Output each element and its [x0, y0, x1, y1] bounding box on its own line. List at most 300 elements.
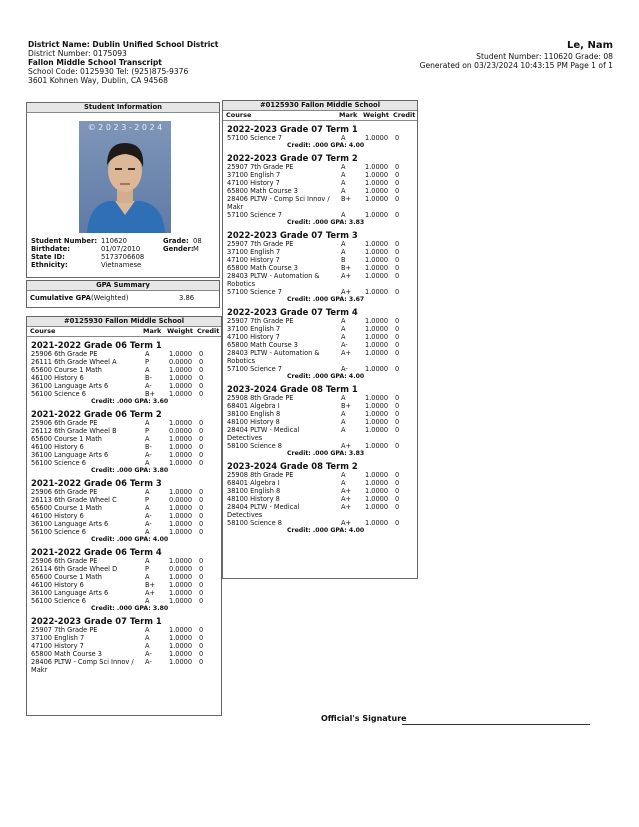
course-credit: 0: [199, 382, 204, 390]
state-id-value: 5173706608: [101, 253, 145, 261]
course-row: [27, 366, 221, 374]
term-block: [27, 409, 221, 475]
course-name: 56100 Science 6: [31, 459, 86, 467]
course-mark: A: [341, 134, 346, 142]
course-mark: A: [341, 187, 346, 195]
term-block: [223, 307, 417, 381]
school-panel-title: #0125930 Fallon Middle School: [27, 317, 221, 327]
course-name: 36100 Language Arts 6: [31, 589, 109, 597]
term-block: [223, 461, 417, 535]
course-credit: 0: [199, 634, 204, 642]
course-weight: 1.0000: [365, 442, 389, 450]
course-row: [27, 642, 221, 650]
student-number-grade: Student Number: 110620 Grade: 08: [476, 52, 613, 61]
course-row: [223, 171, 417, 179]
cumulative-gpa-label: Cumulative GPA: [30, 294, 91, 302]
course-row: [223, 317, 417, 325]
course-credit: 0: [395, 349, 400, 357]
course-name-continued: Robotics: [227, 280, 256, 288]
course-mark: A: [341, 248, 346, 256]
course-row: [223, 394, 417, 402]
cumulative-gpa-value: 3.86: [179, 294, 195, 302]
course-row: [223, 240, 417, 248]
term-title: 2022-2023 Grade 07 Term 3: [227, 230, 358, 240]
course-credit: 0: [199, 366, 204, 374]
course-row: [27, 390, 221, 398]
term-summary: [223, 450, 417, 458]
course-row: [223, 163, 417, 171]
term-summary: [223, 527, 417, 535]
term-summary: [223, 219, 417, 227]
course-mark: A-: [145, 512, 152, 520]
course-credit: 0: [395, 171, 400, 179]
student-number-label: Student Number:: [31, 237, 98, 245]
course-mark: B+: [145, 581, 156, 589]
course-history-panel-right: [222, 100, 418, 579]
district-name: District Name: Dublin Unified School District: [28, 40, 219, 49]
course-weight: 1.0000: [365, 272, 389, 280]
course-mark: A-: [145, 382, 152, 390]
course-weight: 1.0000: [365, 487, 389, 495]
course-mark: B-: [145, 374, 152, 382]
course-credit: 0: [199, 626, 204, 634]
course-name: 25908 8th Grade PE: [227, 394, 294, 402]
course-row: [223, 179, 417, 187]
course-row: [223, 479, 417, 487]
course-weight: 1.0000: [169, 581, 193, 589]
course-weight: 1.0000: [365, 256, 389, 264]
course-mark: A: [145, 419, 150, 427]
course-weight: 1.0000: [169, 374, 193, 382]
course-credit: 0: [199, 581, 204, 589]
course-credit: 0: [199, 573, 204, 581]
course-mark: B-: [145, 443, 152, 451]
course-name: 47100 History 7: [31, 642, 84, 650]
credit-header: Credit: [197, 327, 220, 335]
school-address: 3601 Kohnen Way, Dublin, CA 94568: [28, 76, 168, 85]
course-name: 56100 Science 6: [31, 597, 86, 605]
course-credit: 0: [395, 317, 400, 325]
course-name: 57100 Science 7: [227, 211, 282, 219]
course-weight: 1.0000: [169, 557, 193, 565]
mark-header: Mark: [143, 327, 162, 335]
term-credit-gpa: Credit: .000 GPA: 3.60: [91, 398, 169, 405]
course-mark: A-: [145, 658, 152, 666]
course-weight: 1.0000: [169, 350, 193, 358]
course-row: [27, 374, 221, 382]
course-mark: A: [145, 366, 150, 374]
course-mark: A: [145, 557, 150, 565]
course-name: 26113 6th Grade Wheel C: [31, 496, 117, 504]
course-row: [223, 256, 417, 264]
gender-value: M: [193, 245, 199, 253]
term-credit-gpa: Credit: .000 GPA: 4.00: [287, 527, 365, 534]
course-name: 28404 PLTW - Medical: [227, 503, 300, 511]
birthdate-value: 01/07/2010: [101, 245, 141, 253]
student-details: [31, 237, 217, 269]
term-block: [223, 384, 417, 458]
course-mark: A: [341, 325, 346, 333]
course-header: Course: [226, 111, 252, 119]
course-weight: 1.0000: [365, 410, 389, 418]
term-summary: [223, 296, 417, 304]
course-weight: 1.0000: [169, 382, 193, 390]
course-name: 26111 6th Grade Wheel A: [31, 358, 117, 366]
course-credit: 0: [395, 163, 400, 171]
course-name: 38100 English 8: [227, 487, 281, 495]
course-row: [223, 195, 417, 211]
course-mark: A: [341, 163, 346, 171]
course-history-panel-left: [26, 316, 222, 716]
term-block: [223, 230, 417, 304]
ethnicity-label: Ethnicity:: [31, 261, 68, 269]
course-row: [27, 565, 221, 573]
course-name: 28404 PLTW - Medical: [227, 426, 300, 434]
student-information-title: Student Information: [27, 103, 219, 113]
course-mark: A-: [145, 451, 152, 459]
term-title: 2022-2023 Grade 07 Term 1: [227, 124, 358, 134]
credit-header: Credit: [393, 111, 416, 119]
course-weight: 1.0000: [365, 211, 389, 219]
course-name-continued: Robotics: [227, 357, 256, 365]
term-title: 2021-2022 Grade 06 Term 4: [31, 547, 162, 557]
course-name: 25906 6th Grade PE: [31, 557, 98, 565]
course-mark: A+: [341, 272, 352, 280]
course-credit: 0: [395, 248, 400, 256]
column-headers: [223, 111, 417, 121]
course-name: 65600 Course 1 Math: [31, 435, 102, 443]
course-mark: A+: [341, 442, 352, 450]
course-name: 48100 History 8: [227, 418, 280, 426]
course-row: [223, 187, 417, 195]
course-weight: 1.0000: [365, 495, 389, 503]
course-mark: A-: [341, 341, 348, 349]
term-summary: [27, 605, 221, 613]
course-mark: B+: [341, 264, 352, 272]
term-title: 2022-2023 Grade 07 Term 2: [227, 153, 358, 163]
course-row: [27, 382, 221, 390]
course-mark: A: [145, 504, 150, 512]
course-weight: 1.0000: [365, 365, 389, 373]
course-weight: 1.0000: [365, 195, 389, 203]
course-name: 25907 7th Grade PE: [227, 317, 294, 325]
district-number: District Number: 0175093: [28, 49, 127, 58]
course-credit: 0: [199, 488, 204, 496]
course-credit: 0: [395, 288, 400, 296]
course-row: [223, 272, 417, 288]
course-row: [27, 658, 221, 674]
course-row: [27, 419, 221, 427]
course-row: [223, 288, 417, 296]
course-row: [27, 488, 221, 496]
course-credit: 0: [199, 435, 204, 443]
course-row: [223, 333, 417, 341]
state-id-label: State ID:: [31, 253, 65, 261]
course-name: 25906 6th Grade PE: [31, 350, 98, 358]
term-credit-gpa: Credit: .000 GPA: 3.80: [91, 605, 169, 612]
course-credit: 0: [395, 426, 400, 434]
course-name: 26112 6th Grade Wheel B: [31, 427, 117, 435]
course-weight: 1.0000: [169, 597, 193, 605]
term-credit-gpa: Credit: .000 GPA: 4.00: [287, 142, 365, 149]
course-name: 28406 PLTW - Comp Sci Innov /: [31, 658, 134, 666]
course-name: 37100 English 7: [227, 325, 281, 333]
course-name: 57100 Science 7: [227, 365, 282, 373]
course-name: 57100 Science 7: [227, 288, 282, 296]
weight-header: Weight: [363, 111, 389, 119]
course-credit: 0: [199, 496, 204, 504]
student-photo: [79, 121, 171, 233]
school-header: [28, 40, 288, 85]
course-weight: 1.0000: [365, 264, 389, 272]
course-weight: 1.0000: [365, 426, 389, 434]
course-mark: A: [145, 634, 150, 642]
course-credit: 0: [395, 402, 400, 410]
school-name: Fallon Middle School Transcript: [28, 58, 162, 67]
course-row: [27, 557, 221, 565]
course-row: [27, 512, 221, 520]
course-row: [27, 350, 221, 358]
term-summary: [223, 142, 417, 150]
grade-label: Grade:: [163, 237, 189, 245]
course-name: 65800 Math Course 3: [31, 650, 102, 658]
course-mark: A: [341, 471, 346, 479]
course-weight: 1.0000: [365, 503, 389, 511]
course-credit: 0: [199, 374, 204, 382]
course-weight: 1.0000: [169, 451, 193, 459]
student-name: Le, Nam: [567, 40, 613, 51]
course-row: [223, 471, 417, 479]
course-weight: 1.0000: [365, 471, 389, 479]
term-list: [223, 124, 417, 535]
course-credit: 0: [199, 350, 204, 358]
course-row: [223, 426, 417, 442]
course-mark: A: [145, 528, 150, 536]
course-mark: A: [145, 573, 150, 581]
course-credit: 0: [395, 495, 400, 503]
course-credit: 0: [199, 520, 204, 528]
course-name: 25908 8th Grade PE: [227, 471, 294, 479]
course-mark: A-: [341, 365, 348, 373]
term-credit-gpa: Credit: .000 GPA: 3.67: [287, 296, 365, 303]
grade-value: 08: [193, 237, 202, 245]
term-block: [27, 340, 221, 406]
signature-label: Official's Signature: [321, 714, 407, 723]
course-weight: 1.0000: [169, 634, 193, 642]
course-weight: 1.0000: [169, 435, 193, 443]
course-row: [27, 597, 221, 605]
column-headers: [27, 327, 221, 337]
course-credit: 0: [395, 333, 400, 341]
course-name: 65600 Course 1 Math: [31, 504, 102, 512]
course-credit: 0: [199, 658, 204, 666]
course-name: 68401 Algebra I: [227, 479, 280, 487]
course-row: [223, 442, 417, 450]
course-credit: 0: [395, 479, 400, 487]
course-row: [27, 573, 221, 581]
course-mark: A+: [341, 487, 352, 495]
course-mark: A: [145, 459, 150, 467]
course-weight: 1.0000: [365, 134, 389, 142]
course-credit: 0: [199, 451, 204, 459]
course-credit: 0: [199, 557, 204, 565]
course-credit: 0: [199, 419, 204, 427]
course-weight: 1.0000: [169, 443, 193, 451]
course-row: [223, 418, 417, 426]
course-credit: 0: [395, 256, 400, 264]
course-row: [223, 519, 417, 527]
course-weight: 0.0000: [169, 358, 193, 366]
course-name: 46100 History 6: [31, 374, 84, 382]
course-credit: 0: [199, 358, 204, 366]
course-mark: A: [145, 350, 150, 358]
term-title: 2021-2022 Grade 06 Term 1: [31, 340, 162, 350]
course-weight: 0.0000: [169, 565, 193, 573]
course-row: [223, 264, 417, 272]
course-weight: 1.0000: [365, 479, 389, 487]
course-credit: 0: [199, 597, 204, 605]
course-name: 25907 7th Grade PE: [227, 163, 294, 171]
course-name: 36100 Language Arts 6: [31, 382, 109, 390]
course-name: 56100 Science 6: [31, 528, 86, 536]
course-weight: 1.0000: [169, 520, 193, 528]
course-row: [27, 358, 221, 366]
course-mark: A-: [145, 650, 152, 658]
term-title: 2022-2023 Grade 07 Term 4: [227, 307, 358, 317]
course-name: 25907 7th Grade PE: [227, 240, 294, 248]
course-weight: 1.0000: [365, 187, 389, 195]
course-mark: A+: [341, 349, 352, 357]
course-credit: 0: [395, 365, 400, 373]
weight-header: Weight: [167, 327, 193, 335]
course-credit: 0: [395, 410, 400, 418]
course-mark: A+: [145, 589, 156, 597]
gender-label: Gender:: [163, 245, 194, 253]
course-credit: 0: [199, 459, 204, 467]
course-weight: 1.0000: [365, 171, 389, 179]
course-name: 65800 Math Course 3: [227, 187, 298, 195]
term-block: [27, 478, 221, 544]
course-mark: A: [341, 394, 346, 402]
course-mark: A: [341, 240, 346, 248]
course-name: 25906 6th Grade PE: [31, 419, 98, 427]
course-weight: 1.0000: [169, 528, 193, 536]
course-name-continued: Detectives: [227, 511, 263, 519]
term-summary: [27, 398, 221, 406]
course-mark: B+: [145, 390, 156, 398]
course-weight: 1.0000: [169, 573, 193, 581]
course-credit: 0: [395, 264, 400, 272]
course-weight: 1.0000: [365, 288, 389, 296]
course-name: 58100 Science 8: [227, 442, 282, 450]
course-row: [27, 520, 221, 528]
term-title: 2023-2024 Grade 08 Term 2: [227, 461, 358, 471]
course-mark: P: [145, 496, 149, 504]
term-credit-gpa: Credit: .000 GPA: 3.83: [287, 219, 365, 226]
term-summary: [223, 373, 417, 381]
course-weight: 1.0000: [169, 650, 193, 658]
course-credit: 0: [199, 390, 204, 398]
course-name: 48100 History 8: [227, 495, 280, 503]
course-name: 47100 History 7: [227, 256, 280, 264]
course-name: 47100 History 7: [227, 179, 280, 187]
course-name: 65600 Course 1 Math: [31, 573, 102, 581]
course-credit: 0: [395, 187, 400, 195]
course-credit: 0: [199, 504, 204, 512]
course-credit: 0: [199, 427, 204, 435]
course-mark: B: [341, 256, 346, 264]
course-row: [223, 365, 417, 373]
term-block: [27, 547, 221, 613]
course-weight: 1.0000: [365, 240, 389, 248]
course-credit: 0: [395, 487, 400, 495]
course-mark: P: [145, 565, 149, 573]
course-name: 37100 English 7: [227, 248, 281, 256]
course-name: 65600 Course 1 Math: [31, 366, 102, 374]
term-block: [223, 153, 417, 227]
course-row: [27, 443, 221, 451]
term-credit-gpa: Credit: .000 GPA: 3.83: [287, 450, 365, 457]
course-credit: 0: [199, 650, 204, 658]
course-credit: 0: [199, 642, 204, 650]
course-mark: A: [145, 488, 150, 496]
gpa-summary-title: GPA Summary: [27, 281, 219, 291]
course-mark: A: [341, 479, 346, 487]
course-weight: 1.0000: [169, 459, 193, 467]
course-row: [223, 349, 417, 365]
course-row: [27, 496, 221, 504]
course-name: 46100 History 6: [31, 581, 84, 589]
course-name: 37100 English 7: [227, 171, 281, 179]
course-mark: A: [341, 410, 346, 418]
course-row: [223, 248, 417, 256]
course-name: 56100 Science 6: [31, 390, 86, 398]
course-weight: 1.0000: [365, 333, 389, 341]
course-weight: 1.0000: [169, 419, 193, 427]
course-credit: 0: [395, 471, 400, 479]
course-credit: 0: [395, 240, 400, 248]
course-weight: 0.0000: [169, 427, 193, 435]
course-credit: 0: [199, 589, 204, 597]
course-credit: 0: [395, 325, 400, 333]
course-credit: 0: [199, 528, 204, 536]
course-weight: 1.0000: [365, 341, 389, 349]
birthdate-label: Birthdate:: [31, 245, 70, 253]
student-header: [420, 40, 613, 70]
course-mark: A: [341, 211, 346, 219]
course-row: [27, 626, 221, 634]
course-weight: 1.0000: [169, 512, 193, 520]
course-row: [223, 503, 417, 519]
course-mark: A: [341, 426, 346, 434]
course-name: 25906 6th Grade PE: [31, 488, 98, 496]
course-credit: 0: [395, 503, 400, 511]
term-summary: [27, 467, 221, 475]
term-list: [27, 340, 221, 674]
course-credit: 0: [199, 565, 204, 573]
course-name: 47100 History 7: [227, 333, 280, 341]
course-mark: A+: [341, 503, 352, 511]
course-row: [27, 435, 221, 443]
course-name: 68401 Algebra I: [227, 402, 280, 410]
course-mark: A+: [341, 495, 352, 503]
term-title: 2022-2023 Grade 07 Term 1: [31, 616, 162, 626]
course-weight: 1.0000: [365, 394, 389, 402]
course-mark: A+: [341, 288, 352, 296]
course-name-continued: Makr: [31, 666, 48, 674]
signature-line: [402, 724, 590, 725]
course-mark: A: [341, 317, 346, 325]
